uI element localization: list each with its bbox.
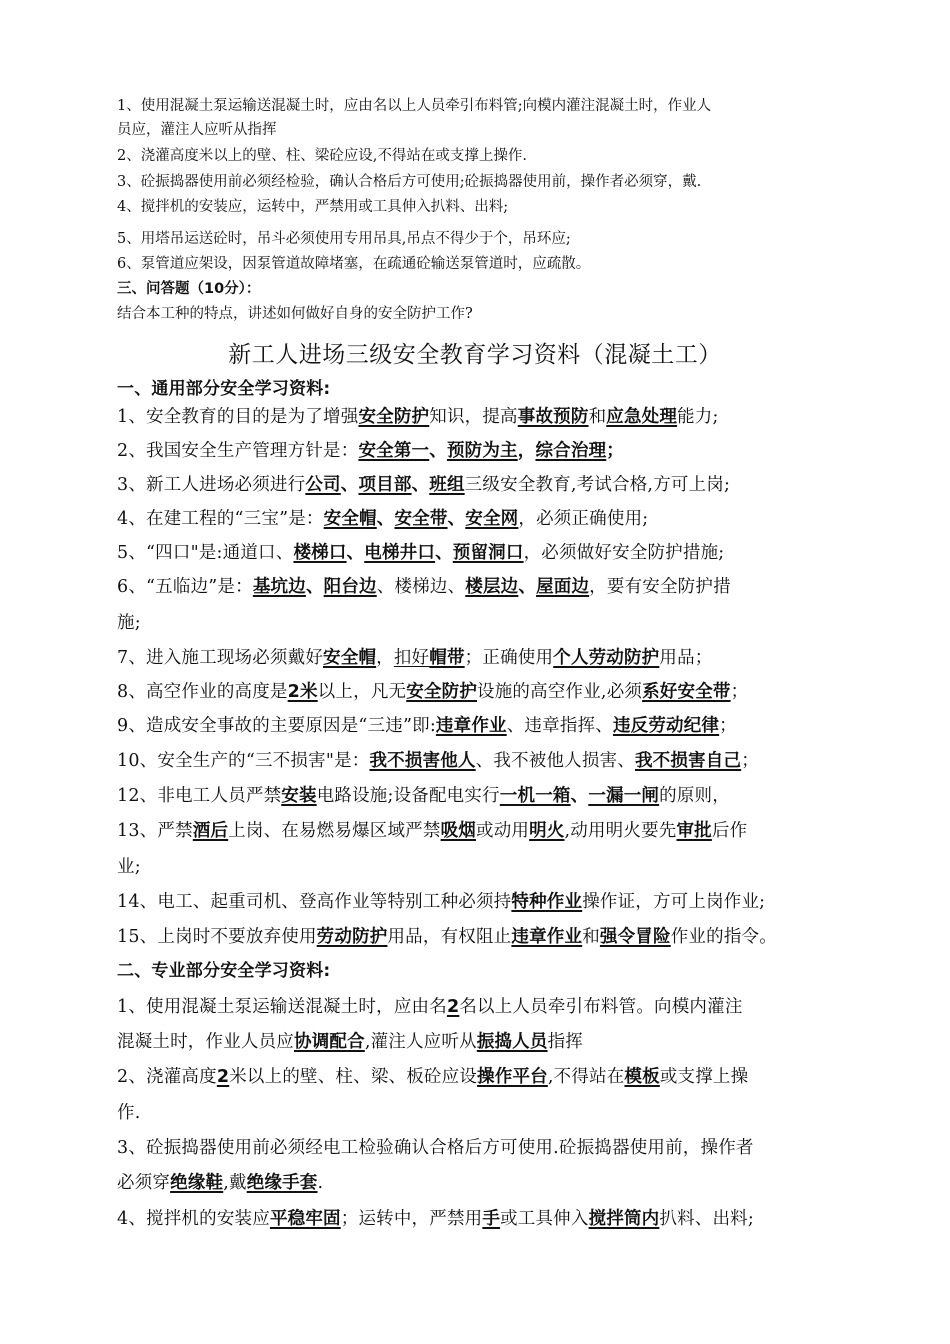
answer: 强令冒险	[599, 927, 671, 947]
text: 3、新工人进场必须进行	[117, 475, 306, 495]
section-3-heading: 三、问答题（10分）：	[117, 281, 261, 297]
answer: 应急处理	[606, 407, 678, 427]
general-item-13-cont: 业;	[117, 857, 141, 877]
text: 和	[582, 927, 600, 947]
answer: 特种作业	[511, 892, 583, 912]
text: 8、高空作业的高度是	[117, 682, 288, 702]
text: ；	[719, 716, 737, 736]
answer: 操作平台	[477, 1067, 548, 1087]
professional-item-2-cont: 作.	[117, 1103, 141, 1123]
text: 2、我国安全生产管理方针是：	[117, 441, 359, 461]
answer: 绝缘鞋	[170, 1173, 224, 1193]
text: 、	[570, 786, 589, 806]
text: 或支撑上操	[659, 1067, 749, 1087]
text: ,不得站在	[547, 1067, 625, 1087]
general-item-6	[117, 574, 731, 600]
answer: 帽带	[429, 648, 465, 668]
general-item-13	[117, 818, 747, 844]
professional-section-heading: 二、专业部分安全学习资料:	[117, 961, 331, 981]
text: 、	[429, 441, 447, 461]
text: 7、进入施工现场必须戴好	[117, 648, 324, 668]
text: 的原则，	[659, 786, 730, 806]
text: 用品；	[659, 648, 713, 668]
general-item-9	[117, 713, 737, 739]
answer: 安全网	[465, 509, 519, 529]
text: 10、安全生产的“三不损害"是：	[117, 751, 370, 771]
answer: 违反劳动纪律	[612, 716, 720, 736]
answer: 安全防护	[406, 682, 478, 702]
answer: 综合治理	[535, 441, 607, 461]
answer: 我不损害他人	[369, 751, 476, 771]
answer: 安全帽	[323, 648, 377, 668]
text: ,动用明火要先	[564, 821, 677, 841]
answer: 个人劳动防护	[553, 648, 660, 668]
answer: 2	[216, 1067, 230, 1087]
text: 4、在建工程的“三宝”是：	[117, 509, 324, 529]
answer: 吸烟	[440, 821, 476, 841]
text: .	[317, 1173, 324, 1193]
text: 指挥	[547, 1032, 583, 1052]
answer: 协调配合	[294, 1032, 365, 1052]
answer: 安全第一	[358, 441, 430, 461]
text: ，	[517, 441, 536, 461]
answer: 安全带	[394, 509, 448, 529]
text: 、	[346, 543, 365, 563]
answer: 安装	[281, 786, 317, 806]
text: 6、“五临边”是：	[117, 577, 253, 597]
text: 、	[518, 577, 537, 597]
professional-item-3: 3、砼振捣器使用前必须经电工检验确认合格后方可使用.砼振捣器使用前，操作者	[117, 1138, 754, 1158]
general-item-5	[117, 540, 724, 566]
answer: 事故预防	[517, 407, 589, 427]
text: 5、“四口"是:通道口、	[117, 543, 294, 563]
quiz-item-1-cont: 员应，灌注人应听从指挥	[117, 122, 277, 138]
professional-item-1-cont	[117, 1029, 583, 1055]
quiz-item-5: 5、用塔吊运送砼时，吊斗必须使用专用吊具,吊点不得少于个，吊环应;	[117, 231, 571, 247]
text: 、	[305, 577, 324, 597]
text: 1、使用混凝土泵运输送混凝土时，应由名	[117, 997, 447, 1017]
answer: 审批	[676, 821, 712, 841]
answer: 模板	[624, 1067, 660, 1087]
text: 能力;	[677, 407, 719, 427]
general-item-2	[117, 438, 624, 464]
text: ；	[741, 751, 759, 771]
text: 以上，凡无	[317, 682, 407, 702]
answer: 项目部	[358, 475, 412, 495]
quiz-item-1: 1、使用混凝土泵运输送混凝土时，应由名以上人员牵引布料管;向模内灌注混凝土时，作业人	[117, 98, 712, 114]
text: 后作	[711, 821, 748, 841]
text: ，要有安全防护措	[589, 577, 731, 597]
answer: 一漏一闸	[588, 786, 660, 806]
answer: 一机一箱	[499, 786, 571, 806]
answer: 明火	[529, 821, 565, 841]
answer: 阳台边	[323, 577, 377, 597]
answer: 楼梯口	[293, 543, 347, 563]
general-item-12	[117, 783, 730, 809]
text: 、	[376, 509, 395, 529]
text: 、违章指挥、	[506, 716, 613, 736]
professional-item-1	[117, 994, 743, 1020]
answer: 安全帽	[323, 509, 377, 529]
professional-item-2	[117, 1064, 748, 1090]
answer: 劳动防护	[316, 927, 388, 947]
quiz-item-4: 4、搅拌机的安装应，运转中，严禁用或工具伸入扒料、出料;	[117, 199, 509, 215]
answer: 酒后	[192, 821, 229, 841]
general-item-4	[117, 506, 648, 532]
quiz-item-3: 3、砼振捣器使用前必须经检验，确认合格后方可使用;砼振捣器使用前，操作者必须穿，戴.	[117, 174, 702, 190]
text: ,戴	[223, 1173, 247, 1193]
text: ；	[606, 441, 624, 461]
text: 、	[435, 543, 453, 563]
text: ；运转中，严禁用	[340, 1209, 483, 1229]
section-3-question: 结合本工种的特点，讲述如何做好自身的安全防护工作?	[117, 306, 473, 322]
text: 知识，提高	[429, 407, 518, 427]
text: 、楼梯边、	[376, 577, 466, 597]
answer: 2	[446, 997, 460, 1017]
text: 扒料、出料;	[659, 1209, 754, 1229]
answer: 我不损害自己	[634, 751, 742, 771]
text: 14、电工、起重司机、登高作业等特别工种必须持	[117, 892, 512, 912]
text: ；	[730, 682, 749, 702]
text: 15、上岗时不要放弃使用	[117, 927, 317, 947]
text: ，必须正确使用;	[518, 509, 649, 529]
answer: 屋面边	[536, 577, 590, 597]
answer: 基坑边	[252, 577, 306, 597]
text: ，	[376, 648, 394, 668]
answer: 违章作业	[435, 716, 507, 736]
text: 混凝土时，作业人员应	[117, 1032, 294, 1052]
answer: 搅拌筒内	[588, 1209, 660, 1229]
text: 三级安全教育,考试合格,方可上岗;	[464, 475, 731, 495]
text: 必须穿	[117, 1173, 171, 1193]
text: 作业的指令。	[670, 927, 777, 947]
text: 4、搅拌机的安装应	[117, 1209, 270, 1229]
general-item-1	[117, 404, 719, 430]
text: 、我不被他人损害、	[475, 751, 635, 771]
text: 12、非电工人员严禁	[117, 786, 282, 806]
text: 米以上的壁、柱、梁、板砼应设	[229, 1067, 478, 1087]
general-item-7	[117, 645, 712, 671]
answer: 平稳牢固	[269, 1209, 341, 1229]
text: 操作证，方可上岗作业;	[582, 892, 766, 912]
text: 设施的高空作业,必须	[477, 682, 643, 702]
answer: 班组	[429, 475, 465, 495]
general-section-heading: 一、通用部分安全学习资料:	[117, 379, 331, 399]
answer: 2米	[287, 682, 318, 702]
professional-item-3-cont	[117, 1170, 323, 1196]
quiz-item-2: 2、浇灌高度米以上的壁、柱、梁砼应设,不得站在或支撑上操作.	[117, 148, 527, 164]
text: ；正确使用	[464, 648, 554, 668]
answer: 电梯井口	[364, 543, 436, 563]
text: 、	[411, 475, 430, 495]
text: 名以上人员牵引布料管。向模内灌注	[459, 997, 743, 1017]
text: 、	[340, 475, 359, 495]
text: 13、严禁	[117, 821, 193, 841]
answer: 系好安全带	[642, 682, 731, 702]
document-title: 新工人进场三级安全教育学习资料（混凝土工）	[228, 342, 722, 368]
answer: 预防为主	[446, 441, 518, 461]
text: 或工具伸入	[500, 1209, 589, 1229]
text: 1、安全教育的目的是为了增强	[117, 407, 359, 427]
general-item-15	[117, 924, 777, 950]
answer: 手	[482, 1209, 501, 1229]
text: 和	[588, 407, 607, 427]
answer: 楼层边	[465, 577, 519, 597]
answer: 违章作业	[511, 927, 583, 947]
answer: 绝缘手套	[246, 1173, 318, 1193]
text: 9、造成安全事故的主要原因是“三违”即:	[117, 716, 436, 736]
general-item-6-cont: 施;	[117, 613, 141, 633]
answer: 预留洞口	[452, 543, 524, 563]
general-item-3	[117, 472, 730, 498]
text: 上岗、在易燃易爆区域严禁	[228, 821, 441, 841]
text: ，必须做好安全防护措施;	[523, 543, 725, 563]
answer: 公司	[305, 475, 341, 495]
text: 扣好	[393, 648, 430, 668]
text: 电路设施;设备配电实行	[316, 786, 500, 806]
quiz-item-6: 6、泵管道应架设，因泵管道故障堵塞，在疏通砼输送泵管道时，应疏散。	[117, 256, 591, 272]
professional-item-4	[117, 1206, 754, 1232]
text: ,灌注人应听从	[364, 1032, 477, 1052]
answer: 振捣人员	[476, 1032, 548, 1052]
general-item-8	[117, 679, 748, 705]
text: 用品，有权阻止	[387, 927, 512, 947]
general-item-10	[117, 748, 759, 774]
general-item-14	[117, 889, 765, 915]
text: 、	[447, 509, 466, 529]
answer: 安全防护	[358, 407, 430, 427]
text: 2、浇灌高度	[117, 1067, 217, 1087]
text: 或动用	[476, 821, 530, 841]
